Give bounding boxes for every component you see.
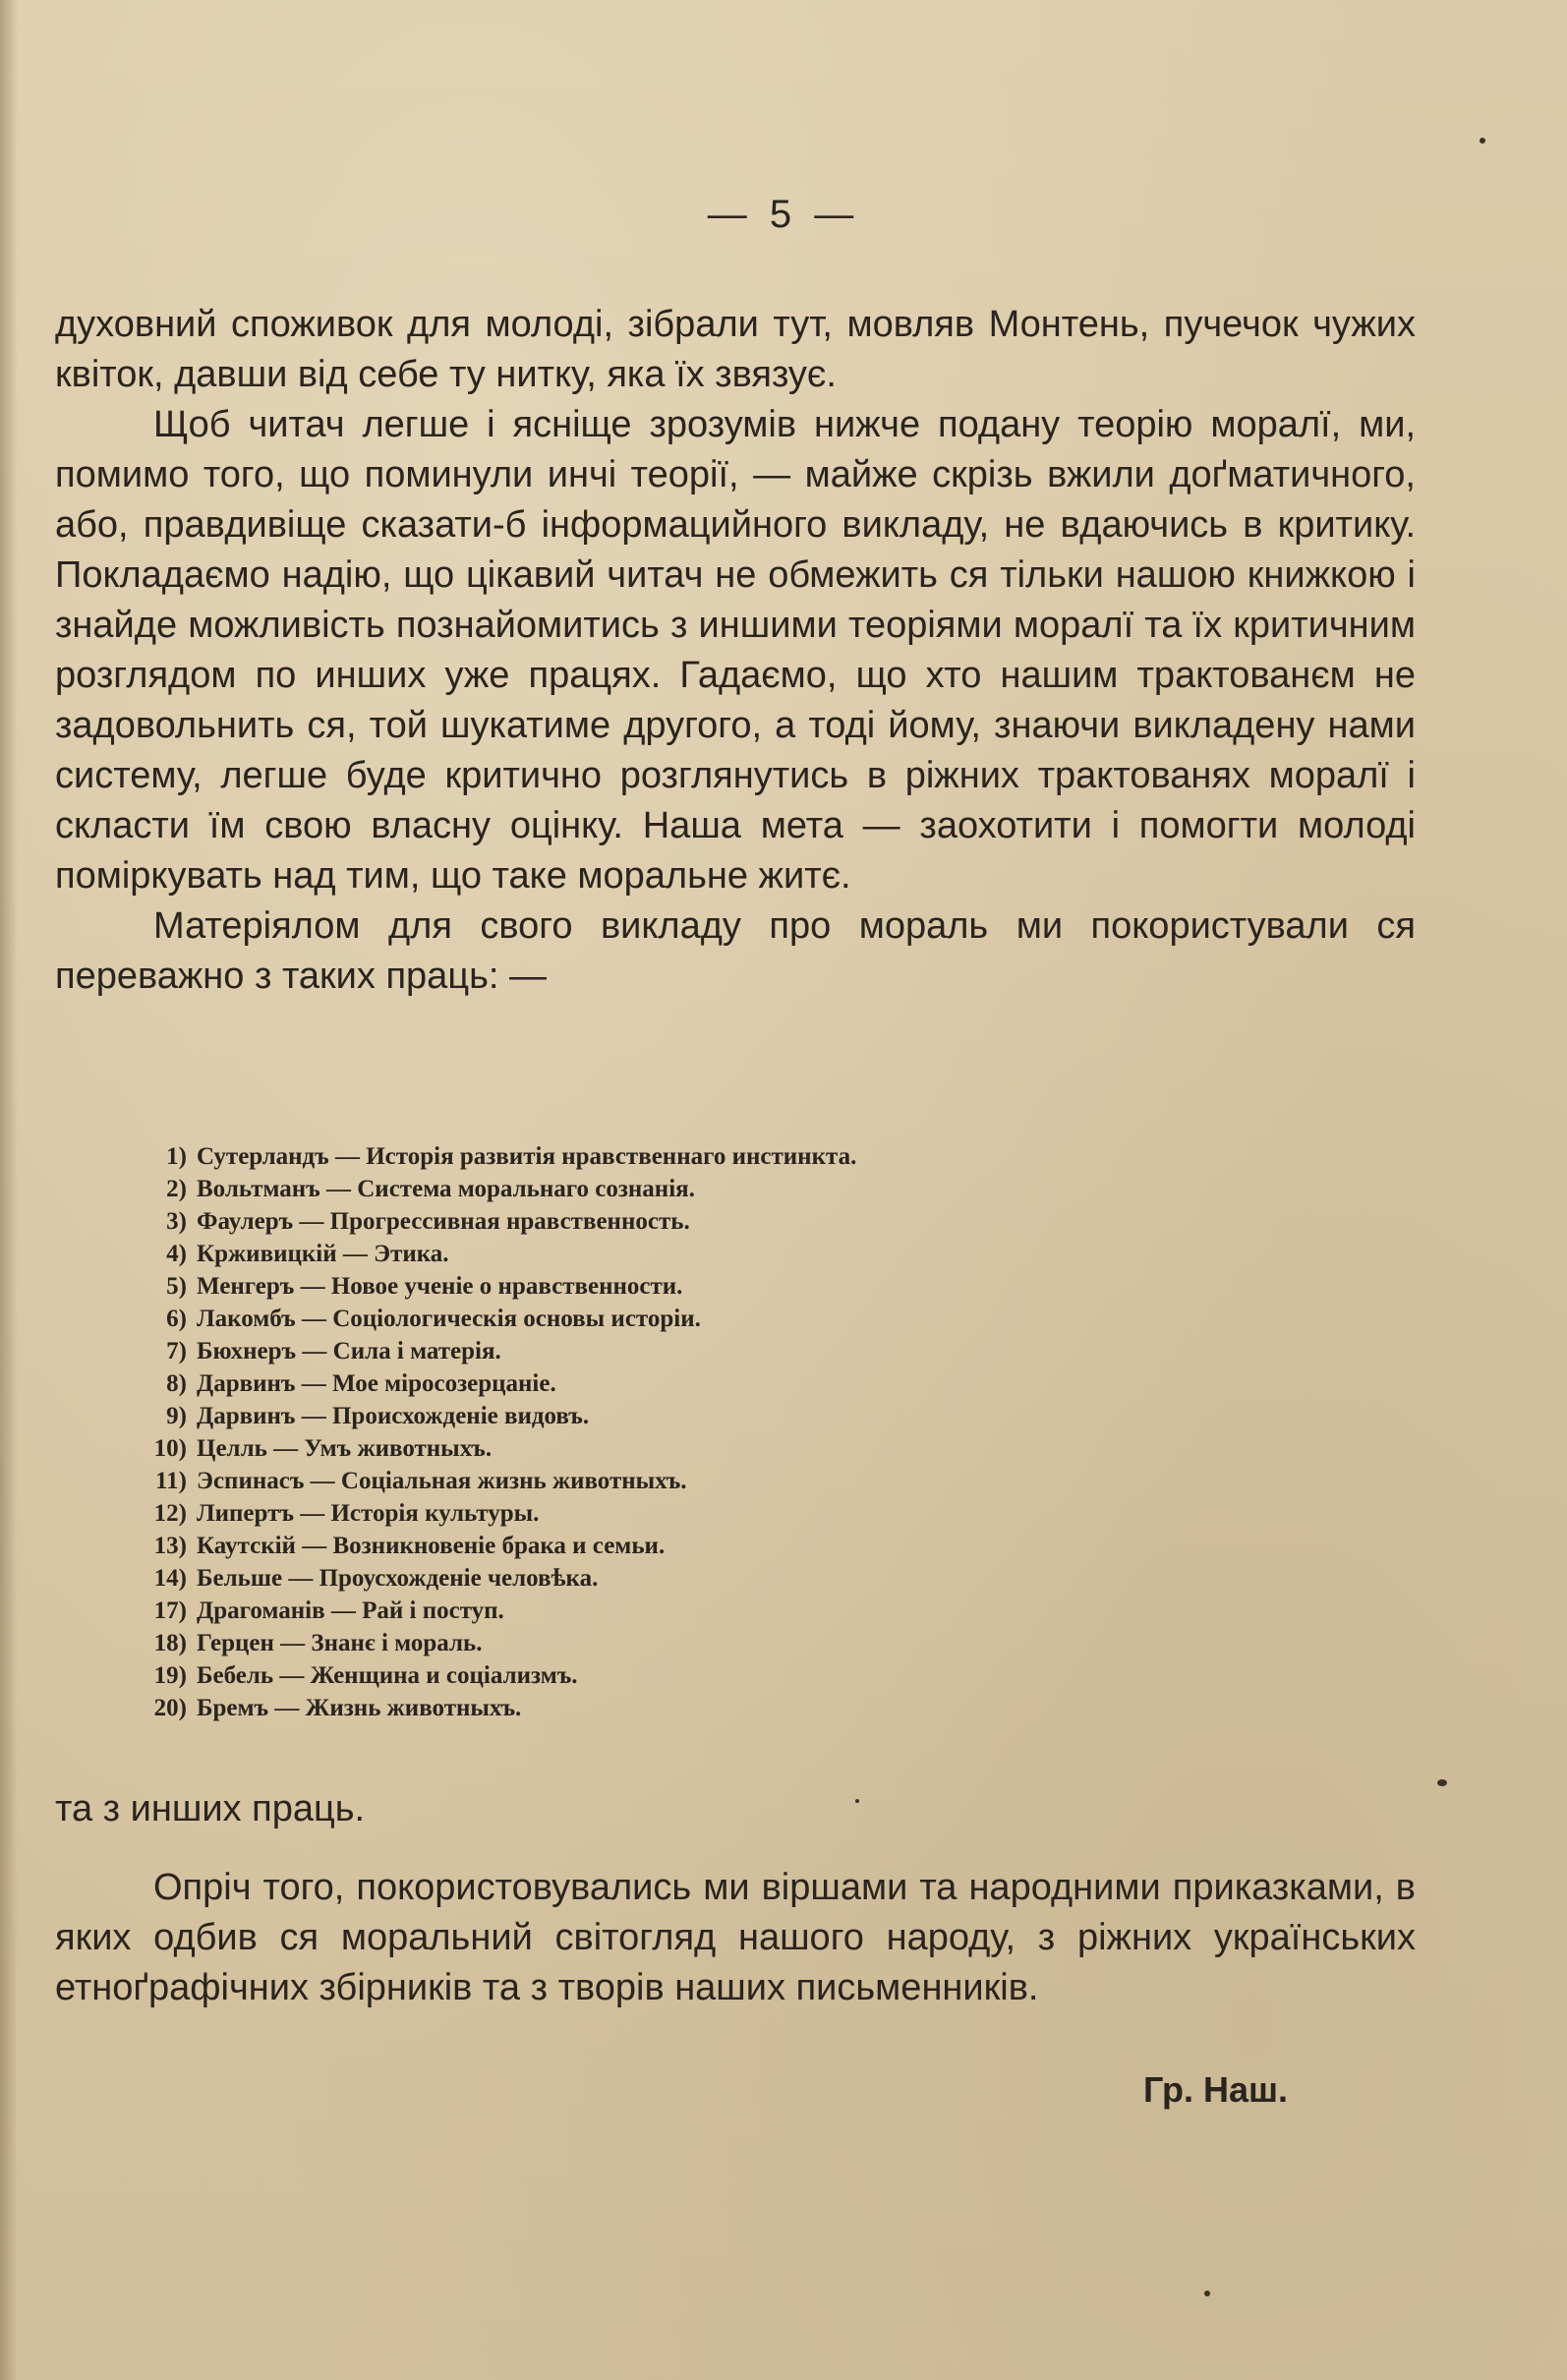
source-number: 4) [166, 1241, 187, 1267]
intro-paragraph-1: духовний споживок для молоді, зібрали тут, мовляв Монтень, пучечок чужих квіток, давши від себе ту нитку, яка їх звязує. [55, 304, 1416, 395]
source-title: Крживицкій — Этика. [197, 1241, 449, 1267]
source-item [128, 1692, 856, 1724]
source-number: 3) [166, 1208, 187, 1235]
source-item [128, 1465, 856, 1497]
paper-speck [1480, 138, 1485, 144]
source-title: Бюхнеръ — Сила і матерія. [197, 1338, 501, 1364]
source-item [128, 1627, 856, 1659]
author-signature: Гр. Наш. [1142, 2069, 1288, 2110]
source-title: Драгоманів — Рай і поступ. [197, 1597, 504, 1624]
intro-paragraph-3: Матеріялом для свого викладу про мораль ми покористували ся переважно з таких праць: — [55, 905, 1416, 997]
source-number: 5) [166, 1273, 187, 1300]
source-title: Целль — Умъ животныхъ. [197, 1435, 493, 1462]
source-item [128, 1205, 856, 1238]
source-number: 20) [153, 1695, 187, 1721]
page-edge-shadow [0, 0, 18, 2380]
source-item [128, 1400, 856, 1432]
source-item [128, 1270, 856, 1303]
source-item [128, 1173, 856, 1205]
source-title: Лакомбъ — Соціологическія основы исторіи. [197, 1306, 701, 1332]
source-number: 8) [166, 1370, 187, 1397]
source-title: Герцен — Знанє і мораль. [197, 1630, 483, 1656]
source-item [128, 1530, 856, 1562]
source-title: Дарвинъ — Происхожденіе видовъ. [197, 1403, 590, 1429]
source-number: 2) [166, 1176, 187, 1202]
paper-speck [1204, 2291, 1210, 2296]
page-number: — 5 — [707, 193, 860, 236]
source-title: Дарвинъ — Мое міросозерцаніе. [197, 1370, 556, 1397]
source-number: 12) [153, 1500, 187, 1527]
source-item [128, 1335, 856, 1367]
source-title: Менгеръ — Новое ученіе о нравственности. [197, 1273, 683, 1300]
source-item [128, 1595, 856, 1627]
source-number: 7) [166, 1338, 187, 1364]
closing-paragraph: Опріч того, покористовувались ми віршами та народними приказками, в яких одбив ся моральний світогляд нашого народу, з ріжних українських етноґрафічних збірників та з творів наших письменників. [55, 1867, 1416, 2008]
source-title: Бремъ — Жизнь животныхъ. [197, 1695, 522, 1721]
source-item [128, 1562, 856, 1595]
source-title: Липертъ — Исторія культуры. [197, 1500, 540, 1527]
paper-speck [1437, 1779, 1447, 1786]
source-title: Фаулеръ — Прогрессивная нравственность. [197, 1208, 690, 1235]
source-item [128, 1367, 856, 1400]
source-number: 1) [166, 1143, 187, 1170]
source-number: 6) [166, 1306, 187, 1332]
source-number: 10) [153, 1435, 187, 1462]
intro-text [55, 300, 1416, 1002]
source-item [128, 1497, 856, 1530]
source-number: 11) [155, 1468, 187, 1494]
source-title: Сутерландъ — Исторія развитія нравственнаго инстинкта. [197, 1143, 857, 1170]
source-number: 17) [153, 1597, 187, 1624]
closing-text [55, 1863, 1416, 2013]
source-number: 13) [153, 1533, 187, 1559]
paper-speck [855, 1799, 859, 1803]
source-item [128, 1432, 856, 1465]
source-number: 19) [153, 1662, 187, 1689]
source-title: Бельше — Проусхожденіе человѣка. [197, 1565, 599, 1592]
source-item [128, 1659, 856, 1692]
source-item [128, 1140, 856, 1173]
source-item [128, 1238, 856, 1270]
source-title: Эспинасъ — Соціальная жизнь животныхъ. [197, 1468, 687, 1494]
intro-paragraph-2: Щоб читач легше і ясніще зрозумів нижче подану теорію моралї, ми, помимо того, що поминули инчі теорії, — майже скрізь вжили доґматичного, або, правдивіще сказати-б інформацийного викладу, не вдаючись в критику. Покладаємо надію, що цікавий читач не обмежить ся тільки нашою книжкою і знайде можливість познайомитись з иншими теоріями моралї та їх критичним розглядом по инших уже працях. Гадаємо, що хто нашим трактованєм не задовольнить ся, той шукатиме другого, а тоді йому, знаючи викладену нами систему, легше буде критично розглянутись в ріжних трактованях моралї і скласти їм свою власну оцінку. Наша мета — заохотити і помогти молоді поміркувать над тим, що таке моральне житє. [55, 404, 1416, 897]
source-number: 14) [153, 1565, 187, 1592]
sources-list [128, 1140, 856, 1724]
source-number: 18) [153, 1630, 187, 1656]
source-title: Бебель — Женщина и соціализмъ. [197, 1662, 578, 1689]
source-title: Каутскій — Возникновеніе брака и семьи. [197, 1533, 666, 1559]
source-title: Вольтманъ — Система моральнаго сознанія. [197, 1176, 695, 1202]
source-item [128, 1303, 856, 1335]
sources-tail: та з инших праць. [55, 1788, 366, 1829]
source-number: 9) [166, 1403, 187, 1429]
